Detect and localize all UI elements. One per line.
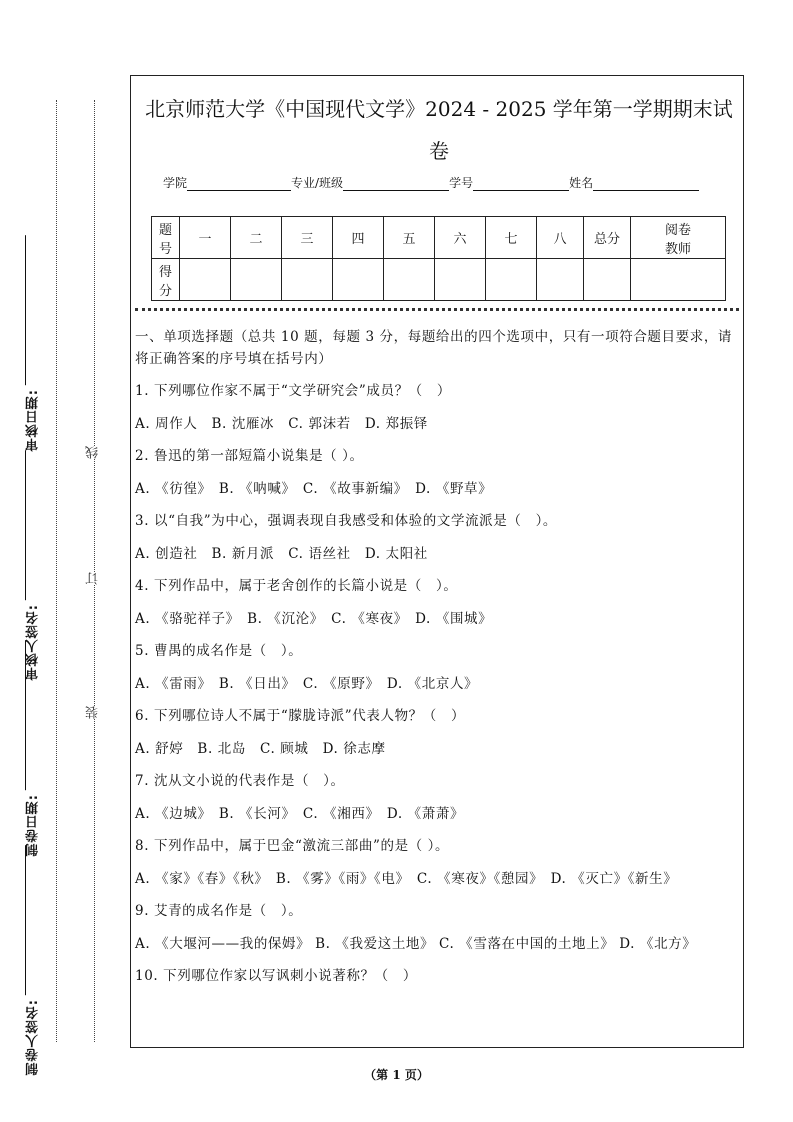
score-cell[interactable]: [231, 259, 282, 301]
section-1-content: [135, 326, 739, 987]
score-table: [151, 216, 726, 301]
header-cell-4: 四: [333, 217, 384, 259]
student-info-row: [163, 174, 699, 191]
student-id-label: 学号: [449, 176, 474, 190]
score-cell-grader[interactable]: [631, 259, 726, 301]
college-field[interactable]: [187, 178, 291, 191]
score-cell[interactable]: [333, 259, 384, 301]
score-cell[interactable]: [282, 259, 333, 301]
section-1-heading: 一、单项选择题（总共 10 题，每题 3 分，每题给出的四个选项中，只有一项符合题目要求，请将正确答案的序号填在括号内）: [135, 329, 733, 367]
question-stem: 9. 艾青的成名作是（ ）。: [135, 903, 303, 919]
header-cell-7: 七: [486, 217, 537, 259]
exam-title: 北京师范大学《中国现代文学》2024 - 2025 学年第一学期期末试卷: [145, 97, 733, 163]
major-class-field[interactable]: [343, 178, 449, 191]
score-cell[interactable]: [486, 259, 537, 301]
reviewer-signature-label: 审核人签名:: [24, 450, 56, 680]
question-stem: 1. 下列哪位作家不属于“文学研究会”成员？（ ）: [135, 383, 451, 399]
binding-char-staple: 订: [84, 572, 104, 585]
binding-char-bind: 装: [84, 706, 104, 719]
header-cell-question-no: 题号: [152, 217, 180, 259]
question-options: A. 《边城》 B. 《长河》 C. 《湘西》 D. 《萧萧》: [135, 806, 465, 822]
name-label: 姓名: [569, 176, 594, 190]
page-number: （第 1 页）: [364, 1068, 429, 1082]
header-cell-total: 总分: [584, 217, 631, 259]
score-cell[interactable]: [537, 259, 584, 301]
question-stem: 3. 以“自我”为中心，强调表现自我感受和体验的文学流派是（ ）。: [135, 513, 558, 529]
header-cell-8: 八: [537, 217, 584, 259]
score-cell[interactable]: [180, 259, 231, 301]
college-label: 学院: [163, 176, 188, 190]
score-cell-total[interactable]: [584, 259, 631, 301]
score-cell[interactable]: [384, 259, 435, 301]
question-options: A. 《雷雨》 B. 《日出》 C. 《原野》 D. 《北京人》: [135, 676, 479, 692]
question-options: A. 舒婷 B. 北岛 C. 顾城 D. 徐志摩: [135, 741, 386, 757]
review-date-label: 审核日期:: [24, 235, 56, 451]
question-options: A. 《彷徨》 B. 《呐喊》 C. 《故事新编》 D. 《野草》: [135, 481, 493, 497]
question-options: A. 《家》《春》《秋》 B. 《雾》《雨》《电》 C. 《寒夜》《憩园》 D. 《灭亡》《新生》: [135, 871, 678, 887]
question-stem: 6. 下列哪位诗人不属于“朦胧诗派”代表人物？（ ）: [135, 708, 466, 724]
major-class-label: 专业/班级: [291, 176, 344, 190]
question-stem: 2. 鲁迅的第一部短篇小说集是（ ）。: [135, 448, 364, 464]
score-cell[interactable]: [435, 259, 486, 301]
binding-dotted-line-inner: [94, 100, 95, 1042]
question-options: A. 创造社 B. 新月派 C. 语丝社 D. 太阳社: [135, 546, 428, 562]
exam-paper: [130, 75, 744, 1048]
header-cell-2: 二: [231, 217, 282, 259]
header-cell-1: 一: [180, 217, 231, 259]
header-cell-6: 六: [435, 217, 486, 259]
question-stem: 5. 曹禺的成名作是（ ）。: [135, 643, 303, 659]
header-cell-5: 五: [384, 217, 435, 259]
question-stem: 8. 下列作品中，属于巴金“激流三部曲”的是（ ）。: [135, 838, 450, 854]
binding-dotted-line-outer: [56, 100, 57, 1042]
header-cell-grader: 阅卷教师: [631, 217, 726, 259]
question-options: A. 《大堰河——我的保姆》 B. 《我爱这土地》 C. 《雪落在中国的土地上》 D. 《北方》: [135, 936, 697, 952]
section-divider: [135, 308, 739, 311]
question-options: A. 《骆驼祥子》 B. 《沉沦》 C. 《寒夜》 D. 《围城》: [135, 611, 493, 627]
student-id-field[interactable]: [473, 178, 569, 191]
name-field[interactable]: [593, 178, 699, 191]
header-cell-3: 三: [282, 217, 333, 259]
question-stem: 7. 沈从文小说的代表作是（ ）。: [135, 773, 345, 789]
score-table-score-row: [152, 259, 726, 301]
paper-maker-signature-label: 制卷人签名:: [24, 845, 56, 1075]
binding-char-line: 线: [84, 446, 104, 459]
paper-date-label: 制卷日期:: [24, 640, 56, 856]
score-row-label: 得分: [152, 259, 180, 301]
question-stem: 4. 下列作品中，属于老舍创作的长篇小说是（ ）。: [135, 578, 458, 594]
score-table-header-row: [152, 217, 726, 259]
question-stem: 10. 下列哪位作家以写讽刺小说著称？（ ）: [135, 968, 417, 984]
question-options: A. 周作人 B. 沈雁冰 C. 郭沫若 D. 郑振铎: [135, 416, 428, 432]
